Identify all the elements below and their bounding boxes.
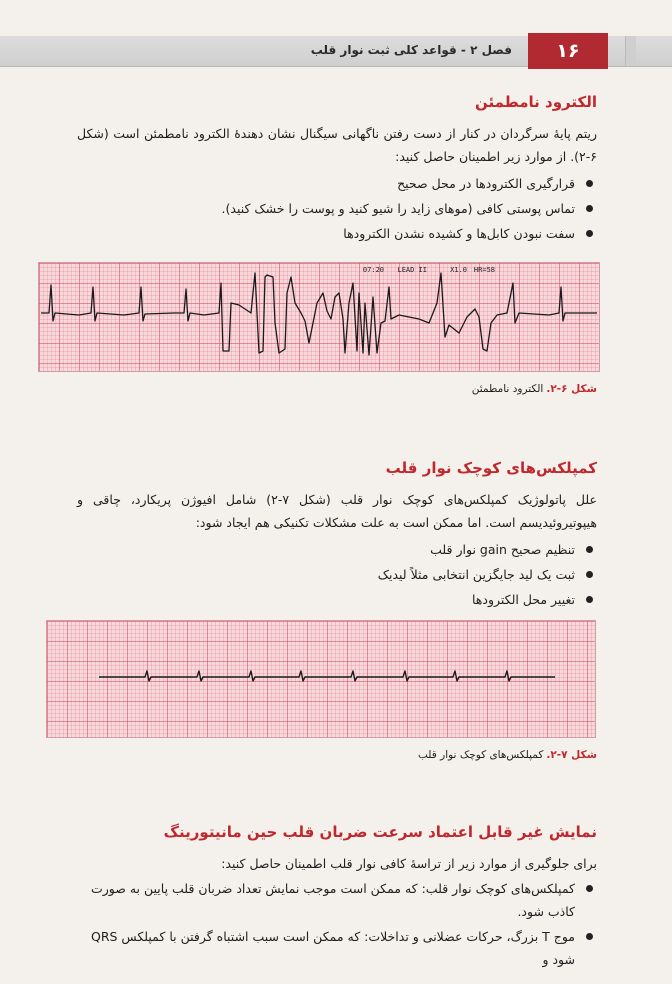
chapter-title: فصل ۲ - قواعد کلی ثبت نوار قلب	[310, 43, 512, 57]
list-item: موج T بزرگ، حرکات عضلانی و تداخلات: که ممکن است سبب اشتباه گرفتن با کمپلکس QRS شود و	[77, 925, 597, 971]
ecg-strip-small-complexes	[46, 620, 596, 738]
section-heading-unreliable-electrode: الکترود نامطمئن	[474, 93, 597, 111]
figure-title: کمپلکس‌های کوچک نوار قلب	[418, 749, 544, 761]
list-item: تنظیم صحیح gain نوار قلب	[77, 538, 597, 561]
list-item: ثبت یک لید جایگزین انتخابی مثلاً لیدیک	[77, 563, 597, 586]
strip-time-label: 07:20	[362, 266, 384, 274]
bullet-icon	[586, 596, 593, 603]
list-item: کمپلکس‌های کوچک نوار قلب: که ممکن است موجب نمایش تعداد ضربان قلب پایین به صورت کاذب شود.	[77, 877, 597, 923]
strip-lead-label: LEAD II	[397, 266, 427, 274]
section-heading-unreliable-heart-rate: نمایش غیر قابل اعتماد سرعت ضربان قلب حین مانیتورینگ	[163, 823, 597, 841]
figure-number: شکل ۶-۲.	[546, 383, 597, 395]
figure-caption-6-2	[472, 383, 597, 395]
section1-bullet-list	[77, 172, 597, 247]
list-item: تغییر محل الکترودها	[77, 588, 597, 611]
bullet-icon	[586, 205, 593, 212]
section3-paragraph: برای جلوگیری از موارد زیر از تراسهٔ کافی نوار قلب اطمینان حاصل کنید:	[221, 856, 597, 871]
bullet-icon	[586, 546, 593, 553]
ecg-trace-small	[47, 621, 595, 737]
section2-bullet-list	[77, 538, 597, 613]
section3-bullet-list	[77, 877, 597, 973]
strip-hr-label: HR=58	[473, 266, 495, 274]
section1-paragraph: ریتم پایهٔ سرگردان در کنار از دست رفتن ناگهانی سیگنال نشان دهندهٔ الکترود نامطمئن است (شکل ۶-۲). از موارد زیر اطمینان حاصل کنید:	[77, 126, 597, 164]
section2-paragraph: علل پاتولوژیک کمپلکس‌های کوچک نوار قلب (شکل ۷-۲) شامل افیوژن پریکارد، چاقی و هیپوتیروئیدیسم است. اما ممکن است به علت مشکلات تکنیکی هم ایجاد شود:	[77, 492, 597, 530]
figure-caption-7-2	[418, 749, 597, 761]
ecg-strip-unreliable-electrode	[38, 262, 600, 372]
bullet-icon	[586, 885, 593, 892]
bullet-icon	[586, 933, 593, 940]
section-heading-small-complexes: کمپلکس‌های کوچک نوار قلب	[385, 459, 597, 477]
ecg-trace-unreliable	[39, 263, 599, 371]
figure-title: الکترود نامطمئن	[471, 383, 544, 395]
list-item: سفت نبودن کابل‌ها و کشیده نشدن الکترودها	[77, 222, 597, 245]
strip-scale-label: X1.0	[450, 266, 467, 274]
list-item: تماس پوستی کافی (موهای زاید را شیو کنید و پوست را خشک کنید).	[77, 197, 597, 220]
bullet-icon	[586, 180, 593, 187]
header-edge-tab	[625, 36, 636, 66]
bullet-icon	[586, 571, 593, 578]
bullet-icon	[586, 230, 593, 237]
list-item: قرارگیری الکترودها در محل صحیح	[77, 172, 597, 195]
page-number: ۱۶	[528, 33, 608, 69]
figure-number: شکل ۷-۲.	[546, 749, 597, 761]
